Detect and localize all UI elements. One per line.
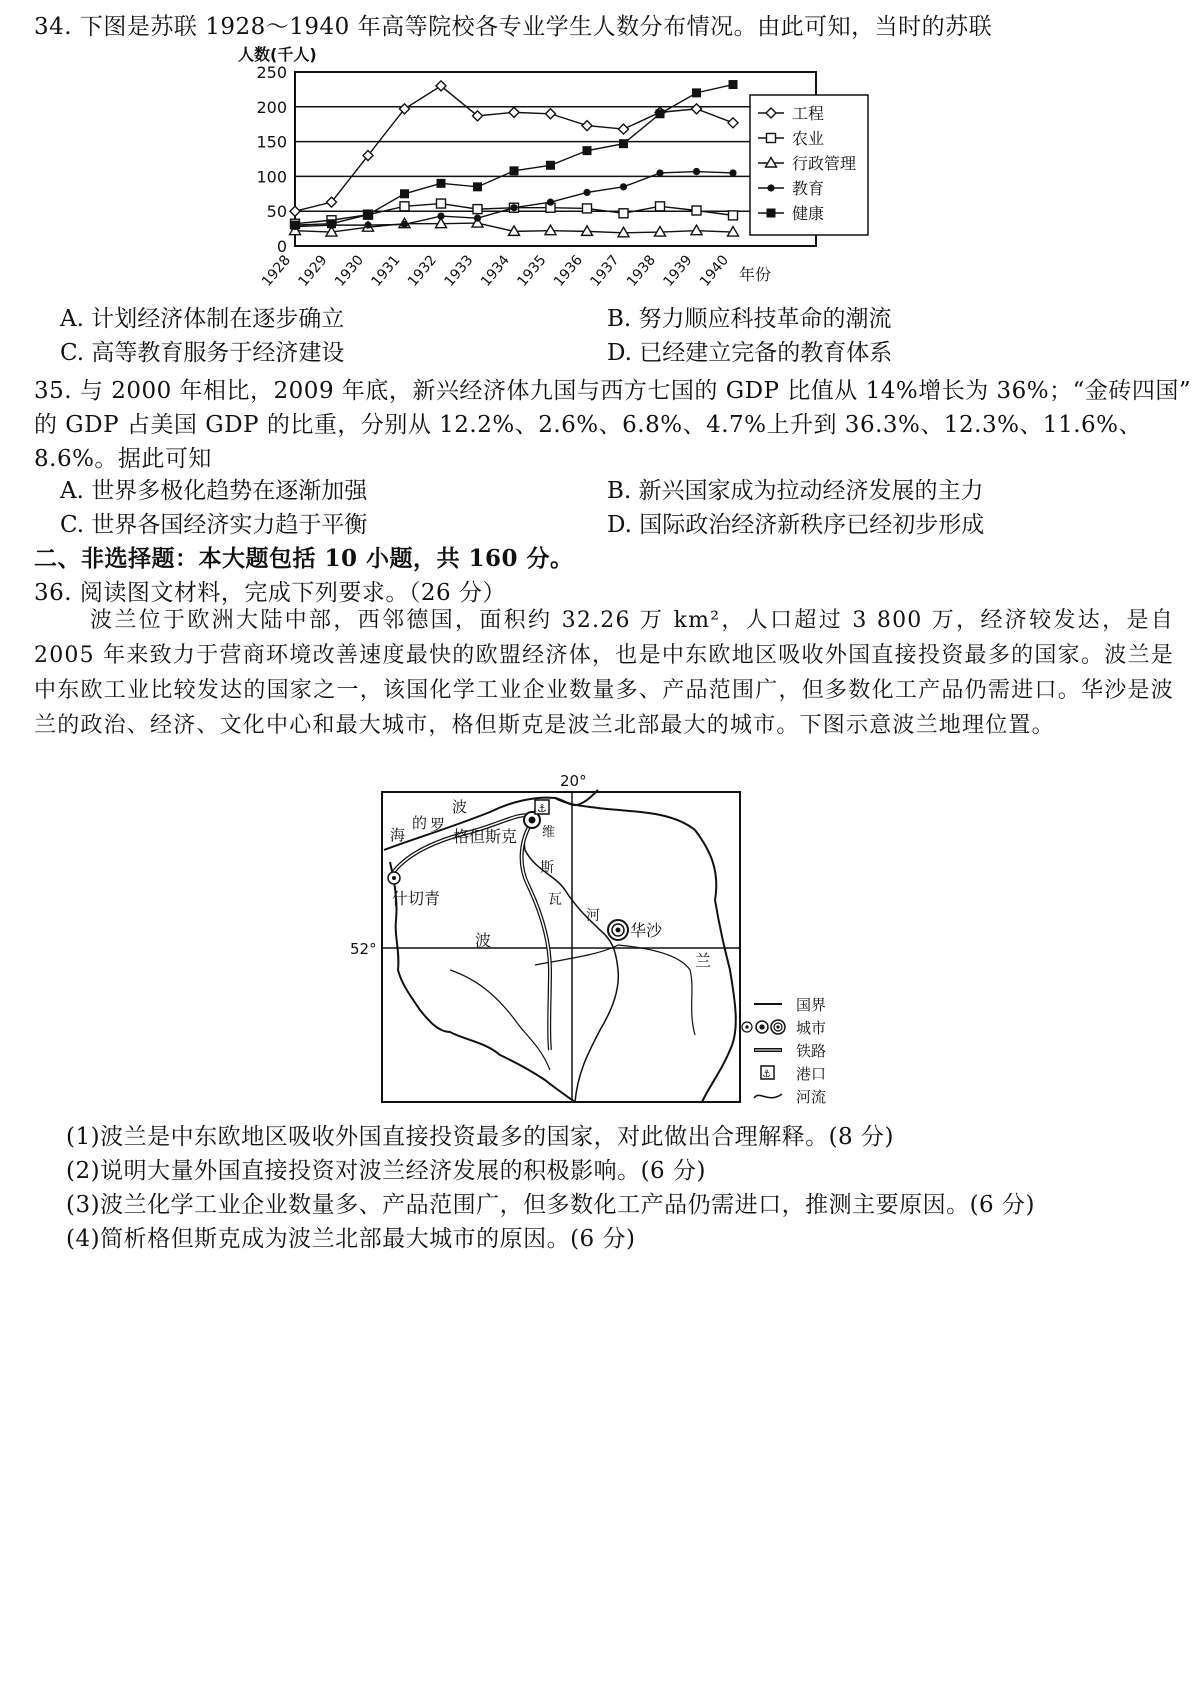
data-point — [583, 189, 590, 196]
legend-label: 工程 — [792, 104, 825, 123]
data-point — [583, 204, 592, 213]
city-warsaw-marker — [608, 920, 628, 940]
map-legend — [742, 996, 826, 1106]
legend-river: 河流 — [796, 1088, 827, 1106]
series-工程 — [290, 81, 738, 216]
poland-map — [350, 770, 870, 1125]
chart-legend — [750, 95, 868, 235]
data-point — [729, 169, 736, 176]
legend-city: 城市 — [796, 1019, 827, 1037]
map-frame — [382, 792, 740, 1102]
x-tick-label: 1938 — [623, 252, 660, 290]
data-point — [546, 109, 556, 119]
data-point — [364, 210, 373, 219]
x-tick-label: 1940 — [696, 252, 733, 290]
country-char-1: 波 — [475, 931, 492, 950]
q36-sub-4: (4)简析格但斯克成为波兰北部最大城市的原因。(6 分) — [66, 1226, 636, 1252]
data-point — [545, 225, 556, 235]
chart-ylabel: 人数(千人) — [238, 45, 317, 64]
lat-label: 52° — [350, 940, 377, 958]
river-char-2: 斯 — [540, 860, 554, 876]
data-point — [728, 118, 738, 128]
series-行政管理 — [290, 218, 739, 237]
x-tick-label: 1933 — [441, 252, 477, 290]
q36-sub-1: (1)波兰是中东欧地区吸收外国直接投资最多的国家，对此做出合理解释。(8 分) — [66, 1124, 894, 1150]
y-tick-label: 100 — [256, 167, 287, 187]
sea-char-3: 的 — [412, 814, 428, 832]
q36-sub-2: (2)说明大量外国直接投资对波兰经济发展的积极影响。(6 分) — [66, 1158, 706, 1184]
svg-text:⚓: ⚓ — [537, 802, 547, 815]
legend-border: 国界 — [796, 996, 827, 1014]
legend-label: 农业 — [792, 129, 825, 148]
city-gdansk-label: 格但斯克 — [453, 827, 518, 846]
y-tick-label: 0 — [276, 237, 287, 256]
x-tick-label: 1934 — [477, 252, 514, 290]
series-教育 — [291, 168, 736, 230]
x-tick-label: 1931 — [368, 252, 404, 290]
chart-xlabel: 年份 — [739, 265, 772, 284]
series-农业 — [291, 199, 738, 228]
x-tick-label: 1937 — [587, 252, 623, 290]
legend-label: 健康 — [792, 204, 825, 223]
q35-option-b: B. 新兴国家成为拉动经济发展的主力 — [607, 478, 984, 504]
data-point — [290, 206, 300, 216]
railway-2-inner — [522, 822, 550, 1050]
y-tick-label: 50 — [266, 202, 287, 222]
river-char-3: 瓦 — [548, 892, 562, 908]
river-char-4: 河 — [586, 908, 600, 924]
data-point — [364, 222, 371, 229]
section-heading: 二、非选择题：本大题包括 10 小题，共 160 分。 — [34, 545, 574, 572]
q36-stem: 36. 阅读图文材料，完成下列要求。（26 分） — [34, 580, 506, 606]
data-point — [767, 209, 776, 218]
data-point — [291, 221, 300, 230]
x-tick-label: 1928 — [258, 252, 295, 290]
data-point — [437, 212, 444, 219]
series-line — [295, 172, 733, 227]
sea-char-2: 罗 — [430, 816, 446, 834]
data-point — [473, 205, 482, 214]
q34-stem: 34. 下图是苏联 1928～1940 年高等院校各专业学生人数分布情况。由此可知，当时的苏联 — [34, 14, 993, 40]
x-tick-label: 1929 — [295, 252, 331, 290]
data-point — [437, 179, 446, 188]
q35-line-3: 8.6%。据此可知 — [34, 446, 212, 472]
data-point — [327, 219, 336, 228]
legend-label: 教育 — [792, 179, 825, 198]
line-chart — [236, 40, 916, 290]
legend-railway: 铁路 — [796, 1042, 827, 1060]
data-point — [693, 168, 700, 175]
legend-port: 港口 — [796, 1065, 827, 1083]
data-point — [400, 202, 409, 211]
data-point — [582, 121, 592, 131]
data-point — [510, 204, 517, 211]
sea-char-4: 海 — [390, 826, 406, 844]
series-line — [295, 86, 733, 211]
q34-option-a: A. 计划经济体制在逐步确立 — [60, 306, 345, 332]
city-szczecin-label: 什切青 — [392, 889, 441, 908]
x-tick-label: 1936 — [550, 252, 587, 290]
svg-text:⚓: ⚓ — [762, 1069, 771, 1080]
data-point — [510, 166, 519, 175]
x-tick-label: 1930 — [331, 252, 368, 290]
data-point — [619, 209, 628, 218]
data-point — [692, 206, 701, 215]
q35-option-a: A. 世界多极化趋势在逐渐加强 — [60, 478, 368, 504]
x-tick-label: 1939 — [660, 252, 696, 290]
data-point — [619, 139, 628, 148]
x-tick-label: 1932 — [404, 252, 441, 290]
country-char-2: 兰 — [695, 951, 712, 970]
q35-line-1: 35. 与 2000 年相比，2009 年底，新兴经济体九国与西方七国的 GDP 比值从 14%增长为 36%；“金砖四国” — [34, 378, 1192, 404]
data-point — [437, 199, 446, 208]
q35-option-d: D. 国际政治经济新秩序已经初步形成 — [607, 512, 985, 538]
y-tick-label: 200 — [256, 97, 287, 117]
data-point — [474, 215, 481, 222]
q35-option-c: C. 世界各国经济实力趋于平衡 — [60, 512, 368, 538]
city-szczecin-marker — [388, 872, 400, 884]
data-point — [729, 80, 738, 89]
river-char-1: 维 — [542, 825, 556, 840]
legend-label: 行政管理 — [792, 154, 857, 173]
data-point — [619, 124, 629, 134]
data-point — [692, 88, 701, 97]
data-point — [401, 221, 408, 228]
q35-line-2: 的 GDP 占美国 GDP 的比重，分别从 12.2%、2.6%、6.8%、4.7%上升到 36.3%、12.3%、11.6%、 — [34, 412, 1143, 438]
y-tick-label: 150 — [256, 132, 287, 152]
national-border — [390, 798, 736, 1102]
data-point — [767, 134, 776, 143]
y-tick-label: 250 — [256, 63, 287, 82]
river-1 — [618, 945, 695, 1035]
sea-char-1: 波 — [452, 798, 468, 816]
data-point — [546, 161, 555, 170]
data-point — [473, 182, 482, 191]
port-gdansk-marker — [535, 800, 549, 815]
data-point — [400, 189, 409, 198]
data-point — [767, 184, 774, 191]
lon-label: 20° — [560, 772, 587, 790]
data-point — [729, 211, 738, 220]
q34-option-d: D. 已经建立完备的教育体系 — [607, 340, 893, 366]
data-point — [656, 202, 665, 211]
city-warsaw-label: 华沙 — [630, 921, 663, 940]
q36-paragraph: 波兰位于欧洲大陆中部，西邻德国，面积约 32.26 万 km²，人口超过 3 800 万，经济较发达，是自 2005 年来致力于营商环境改善速度最快的欧盟经济体，也是中东欧地区吸收外国直接投资最多的国家。波兰是中东欧工业比较发达的国家之一，该国化学工业企业数量多、产品范围广，但多数化工产品仍需进口。华沙是波兰的政治、经济、文化中心和最大城市，格但斯克是波兰北部最大的城市。下图示意波兰地理位置。 — [34, 608, 1174, 738]
q34-option-c: C. 高等教育服务于经济建设 — [60, 340, 345, 366]
data-point — [547, 199, 554, 206]
x-tick-label: 1935 — [514, 252, 550, 290]
data-point — [620, 183, 627, 190]
data-point — [583, 146, 592, 155]
q36-sub-3: (3)波兰化学工业企业数量多、产品范围广，但多数化工产品仍需进口，推测主要原因。(6 分) — [66, 1192, 1035, 1218]
data-point — [692, 104, 702, 114]
data-point — [656, 109, 665, 118]
data-point — [691, 225, 702, 235]
data-point — [509, 107, 519, 117]
q34-option-b: B. 努力顺应科技革命的潮流 — [607, 306, 892, 332]
data-point — [656, 169, 663, 176]
